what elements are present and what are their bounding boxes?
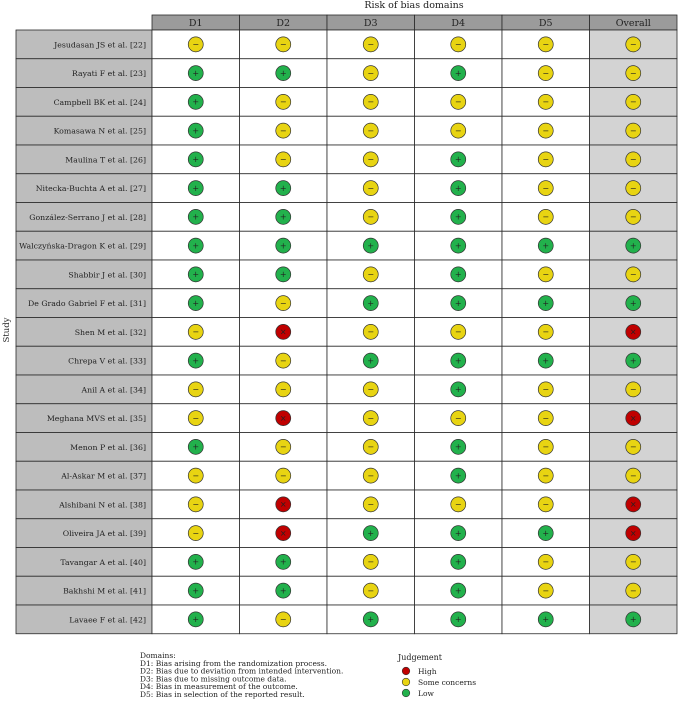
judgement-symbol: − xyxy=(279,126,287,136)
judgement-symbol: + xyxy=(454,212,462,222)
judgement-symbol: + xyxy=(279,68,287,78)
study-label: Tavangar A et al. [40] xyxy=(60,557,146,567)
judgement-symbol: − xyxy=(279,471,287,481)
judgement-symbol: − xyxy=(279,615,287,625)
judgement-symbol: − xyxy=(454,97,462,107)
judgement-symbol: − xyxy=(542,471,550,481)
judgement-symbol: − xyxy=(192,528,200,538)
judgement-symbol: − xyxy=(192,500,200,510)
judgement-symbol: + xyxy=(454,557,462,567)
domain-note: D1: Bias arising from the randomization process. xyxy=(140,658,327,668)
legend-high-marker xyxy=(402,667,410,675)
judgement-symbol: − xyxy=(279,298,287,308)
judgement-symbol: + xyxy=(454,298,462,308)
judgement-symbol: + xyxy=(454,442,462,452)
judgement-symbol: + xyxy=(367,298,375,308)
judgement-symbol: − xyxy=(192,471,200,481)
study-label: Shen M et al. [32] xyxy=(74,327,146,337)
study-label: Walczyńska-Dragon K et al. [29] xyxy=(19,241,146,251)
legend-some-marker xyxy=(402,678,410,686)
judgement-symbol: − xyxy=(367,183,375,193)
judgement-symbol: + xyxy=(192,442,200,452)
legend-low-label: Low xyxy=(418,689,434,698)
domain-note: D4: Bias in measurement of the outcome. xyxy=(140,682,298,692)
judgement-symbol: × xyxy=(629,413,637,423)
judgement-symbol: − xyxy=(542,500,550,510)
judgement-symbol: + xyxy=(279,183,287,193)
judgement-symbol: − xyxy=(629,183,637,193)
judgement-symbol: − xyxy=(367,155,375,165)
study-label: Alshibani N et al. [38] xyxy=(59,500,146,510)
judgement-symbol: − xyxy=(367,40,375,50)
judgement-symbol: + xyxy=(192,615,200,625)
judgement-symbol: − xyxy=(454,500,462,510)
judgement-symbol: + xyxy=(192,241,200,251)
judgement-symbol: + xyxy=(629,298,637,308)
judgement-symbol: + xyxy=(454,615,462,625)
judgement-symbol: − xyxy=(542,586,550,596)
judgement-symbol: − xyxy=(542,126,550,136)
judgement-symbol: − xyxy=(279,385,287,395)
judgement-symbol: − xyxy=(367,586,375,596)
judgement-symbol: + xyxy=(279,270,287,280)
judgement-symbol: + xyxy=(454,471,462,481)
judgement-symbol: + xyxy=(629,241,637,251)
judgement-symbol: + xyxy=(454,155,462,165)
judgement-symbol: − xyxy=(629,155,637,165)
judgement-symbol: − xyxy=(542,327,550,337)
judgement-symbol: + xyxy=(454,68,462,78)
judgement-symbol: − xyxy=(279,40,287,50)
judgement-symbol: × xyxy=(629,327,637,337)
judgement-symbol: − xyxy=(367,442,375,452)
judgement-symbol: − xyxy=(367,327,375,337)
judgement-symbol: + xyxy=(192,586,200,596)
legend-title: Judgement xyxy=(398,653,443,662)
domain-note: D3: Bias due to missing outcome data. xyxy=(140,674,287,684)
judgement-symbol: + xyxy=(454,241,462,251)
chart-title: Risk of bias domains xyxy=(364,0,464,11)
judgement-symbol: + xyxy=(279,212,287,222)
judgement-symbol: + xyxy=(192,126,200,136)
study-label: Maulina T et al. [26] xyxy=(65,155,146,165)
legend-high-label: High xyxy=(418,667,437,676)
judgement-symbol: + xyxy=(367,528,375,538)
legend-some-label: Some concerns xyxy=(418,678,477,687)
judgement-symbol: − xyxy=(629,471,637,481)
study-label: Menon P et al. [36] xyxy=(70,442,146,452)
column-header-d3: D3 xyxy=(363,18,378,29)
judgement-symbol: − xyxy=(454,327,462,337)
judgement-symbol: − xyxy=(192,385,200,395)
judgement-symbol: + xyxy=(367,615,375,625)
judgement-symbol: + xyxy=(454,356,462,366)
judgement-symbol: × xyxy=(629,528,637,538)
judgement-symbol: × xyxy=(629,500,637,510)
judgement-symbol: − xyxy=(192,40,200,50)
judgement-symbol: + xyxy=(192,298,200,308)
judgement-symbol: − xyxy=(542,40,550,50)
column-header-d4: D4 xyxy=(451,18,466,29)
domains-heading: Domains: xyxy=(140,651,176,660)
judgement-symbol: − xyxy=(542,557,550,567)
judgement-symbol: − xyxy=(629,586,637,596)
study-label: Al-Askar M et al. [37] xyxy=(61,471,146,481)
judgement-symbol: + xyxy=(192,356,200,366)
legend xyxy=(140,651,476,699)
judgement-symbol: − xyxy=(367,500,375,510)
judgement-symbol: + xyxy=(454,385,462,395)
domain-note: D5: Bias in selection of the reported result. xyxy=(140,690,305,699)
judgement-symbol: + xyxy=(192,155,200,165)
judgement-symbol: − xyxy=(454,413,462,423)
study-label: Nitecka-Buchta A et al. [27] xyxy=(35,184,146,194)
column-header-d1: D1 xyxy=(188,18,203,29)
table-grid xyxy=(16,15,677,634)
judgement-symbol: + xyxy=(192,68,200,78)
judgement-symbol: + xyxy=(629,615,637,625)
judgement-symbol: − xyxy=(279,97,287,107)
judgement-symbol: + xyxy=(192,557,200,567)
judgement-symbol: + xyxy=(542,298,550,308)
judgement-symbol: − xyxy=(279,356,287,366)
judgement-symbol: − xyxy=(542,442,550,452)
judgement-symbol: − xyxy=(367,471,375,481)
judgement-symbol: − xyxy=(629,40,637,50)
y-axis-label: Study xyxy=(2,317,12,343)
judgement-symbol: − xyxy=(454,126,462,136)
judgement-symbol: − xyxy=(542,68,550,78)
judgement-symbol: − xyxy=(192,327,200,337)
study-label: Jesudasan JS et al. [22] xyxy=(54,40,146,50)
judgement-symbol: − xyxy=(629,557,637,567)
judgement-symbol: + xyxy=(367,356,375,366)
judgement-symbol: + xyxy=(279,557,287,567)
judgement-symbol: − xyxy=(629,97,637,107)
judgement-symbol: + xyxy=(367,241,375,251)
judgement-symbol: × xyxy=(279,528,287,538)
judgement-symbol: + xyxy=(454,586,462,596)
study-label: Campbell BK et al. [24] xyxy=(53,97,146,107)
study-label: Lavaee F et al. [42] xyxy=(69,615,146,625)
judgement-symbol: − xyxy=(629,68,637,78)
judgement-symbol: − xyxy=(454,40,462,50)
judgement-symbol: − xyxy=(367,126,375,136)
judgement-symbol: + xyxy=(454,528,462,538)
column-header-overall: Overall xyxy=(615,18,651,29)
study-label: Bakhshi M et al. [41] xyxy=(63,586,146,596)
judgement-symbol: − xyxy=(629,442,637,452)
judgement-symbol: + xyxy=(279,586,287,596)
study-label: De Grado Gabriel F et al. [31] xyxy=(27,299,146,309)
judgement-symbol: − xyxy=(542,413,550,423)
judgement-symbol: − xyxy=(367,97,375,107)
study-label: Meghana MVS et al. [35] xyxy=(46,414,146,424)
judgement-symbol: − xyxy=(367,413,375,423)
judgement-symbol: − xyxy=(367,212,375,222)
judgement-symbol: − xyxy=(279,442,287,452)
judgement-symbol: + xyxy=(542,241,550,251)
judgement-symbol: + xyxy=(454,183,462,193)
judgement-symbol: − xyxy=(629,126,637,136)
study-label: González-Serrano J et al. [28] xyxy=(29,212,146,222)
judgement-symbol: − xyxy=(542,212,550,222)
study-label: Rayati F et al. [23] xyxy=(71,69,146,79)
judgement-symbol: − xyxy=(542,155,550,165)
study-label: Komasawa N et al. [25] xyxy=(53,126,146,136)
judgement-symbol: + xyxy=(542,356,550,366)
judgement-symbol: × xyxy=(279,413,287,423)
judgement-symbol: − xyxy=(367,385,375,395)
legend-low-marker xyxy=(402,689,410,697)
judgement-symbol: + xyxy=(279,241,287,251)
judgement-symbol: + xyxy=(192,212,200,222)
judgement-symbol: × xyxy=(279,500,287,510)
study-label: Shabbir J et al. [30] xyxy=(68,270,146,280)
judgement-symbol: − xyxy=(542,385,550,395)
judgement-symbol: + xyxy=(629,356,637,366)
judgement-symbol: − xyxy=(367,557,375,567)
study-label: Anil A et al. [34] xyxy=(81,385,146,395)
judgement-symbol: + xyxy=(542,528,550,538)
judgement-symbol: − xyxy=(192,413,200,423)
judgement-symbol: + xyxy=(542,615,550,625)
judgement-symbol: − xyxy=(629,270,637,280)
judgement-symbol: + xyxy=(192,183,200,193)
column-header-d2: D2 xyxy=(276,18,291,29)
judgement-symbol: − xyxy=(629,212,637,222)
judgement-symbol: + xyxy=(192,270,200,280)
judgement-symbol: × xyxy=(279,327,287,337)
study-label: Oliveira JA et al. [39] xyxy=(62,529,146,539)
study-label: Chrepa V et al. [33] xyxy=(68,356,146,366)
judgement-symbol: + xyxy=(454,270,462,280)
judgement-symbol: + xyxy=(192,97,200,107)
judgement-symbol: − xyxy=(367,270,375,280)
judgement-symbol: − xyxy=(542,270,550,280)
judgement-symbol: − xyxy=(542,97,550,107)
judgement-symbol: − xyxy=(367,68,375,78)
column-header-d5: D5 xyxy=(538,18,553,29)
judgement-symbol: − xyxy=(542,183,550,193)
domain-note: D2: Bias due to deviation from intended intervention. xyxy=(140,666,344,676)
judgement-symbol: − xyxy=(279,155,287,165)
judgement-symbol: − xyxy=(629,385,637,395)
